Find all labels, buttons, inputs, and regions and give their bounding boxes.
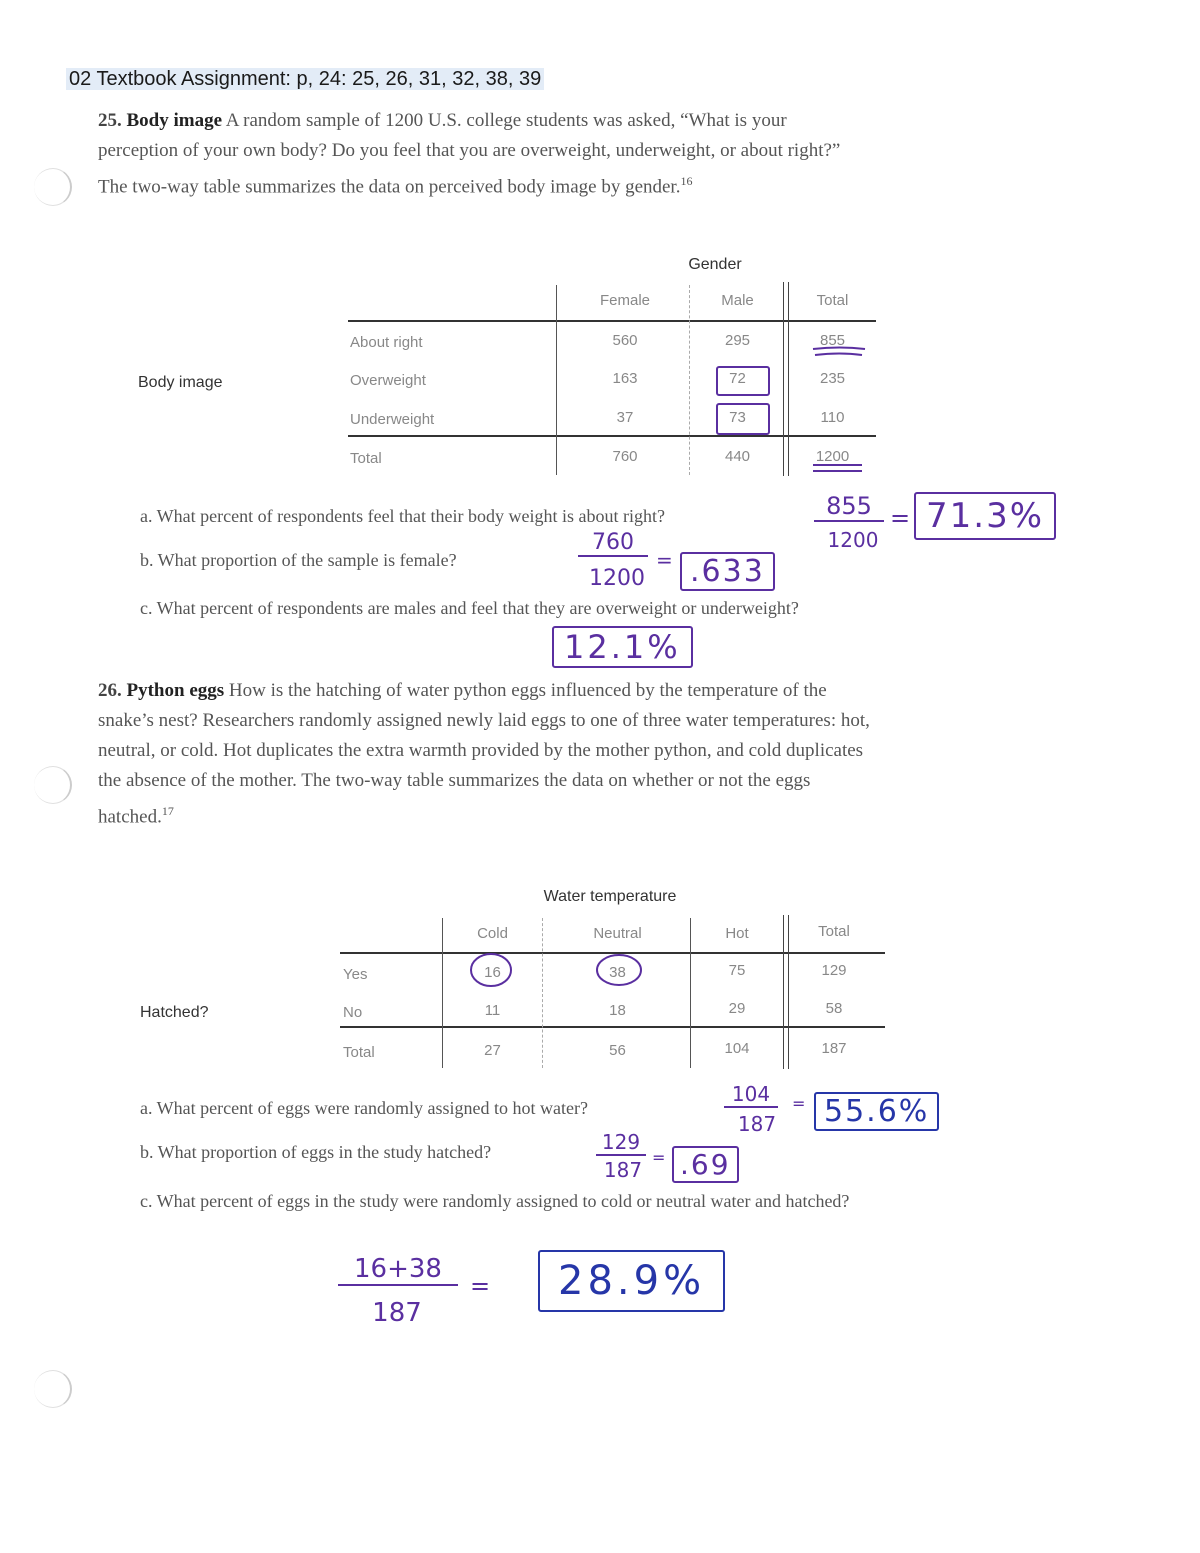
col-header-male: Male bbox=[721, 292, 754, 309]
table-cell: 104 bbox=[724, 1040, 750, 1057]
water-temperature-group-label: Water temperature bbox=[543, 888, 677, 905]
row-label-total: Total bbox=[343, 1044, 375, 1061]
question-25a: a. What percent of respondents feel that their body weight is about right? bbox=[140, 506, 666, 526]
answer-26a-denominator: 187 bbox=[737, 1112, 777, 1136]
row-label-underweight: Underweight bbox=[350, 411, 435, 428]
answer-26b-numerator: 129 bbox=[596, 1130, 646, 1156]
table-cell: 37 bbox=[616, 409, 634, 426]
table-cell: 27 bbox=[484, 1042, 501, 1059]
table-cell: 75 bbox=[728, 962, 746, 979]
problem-26-number: 26. bbox=[98, 680, 122, 701]
answer-25a-result: 71.3% bbox=[914, 492, 1056, 540]
answer-26c-denominator: 187 bbox=[372, 1298, 422, 1328]
punch-hole-middle bbox=[34, 766, 72, 804]
question-26a: a. What percent of eggs were randomly assigned to hot water? bbox=[140, 1098, 589, 1118]
answer-25a-denominator: 1200 bbox=[827, 528, 879, 552]
question-26b: b. What proportion of eggs in the study hatched? bbox=[140, 1142, 492, 1162]
circle-mark-cold-yes bbox=[466, 950, 518, 990]
table-cell: 235 bbox=[819, 370, 846, 387]
col-header-hot: Hot bbox=[725, 925, 749, 942]
answer-25b-denominator: 1200 bbox=[589, 566, 645, 591]
col-header-neutral: Neutral bbox=[593, 925, 642, 942]
row-label-overweight: Overweight bbox=[350, 372, 426, 389]
circle-mark-neutral-yes bbox=[592, 950, 648, 990]
answer-26a-equals: = bbox=[792, 1094, 806, 1113]
table-cell: 110 bbox=[820, 409, 845, 426]
punch-hole-top bbox=[34, 168, 72, 206]
table-cell: 855 bbox=[819, 332, 846, 349]
table-cell: 163 bbox=[612, 370, 638, 387]
question-26c: c. What percent of eggs in the study were randomly assigned to cold or neutral water and hatched? bbox=[140, 1191, 850, 1211]
col-header-female: Female bbox=[599, 292, 651, 309]
table-cell: 187 bbox=[821, 1040, 847, 1057]
answer-25b-numerator: 760 bbox=[578, 530, 648, 557]
answer-26a-result: 55.6% bbox=[814, 1092, 939, 1131]
answer-26b-equals: = bbox=[652, 1148, 666, 1167]
problem-25-footnote: 16 bbox=[680, 174, 693, 188]
problem-26-text bbox=[98, 676, 870, 832]
table-cell: 129 bbox=[821, 962, 847, 979]
underline-1200 bbox=[810, 462, 870, 476]
assignment-title: 02 Textbook Assignment: p, 24: 25, 26, 31, 32, 38, 39 bbox=[66, 68, 544, 90]
answer-26a-numerator: 104 bbox=[724, 1082, 778, 1108]
table-cell: 73 bbox=[729, 409, 746, 426]
table-cell: 16 bbox=[484, 964, 501, 981]
problem-26-footnote: 17 bbox=[161, 804, 174, 818]
answer-26c-result: 28.9% bbox=[538, 1250, 725, 1312]
answer-26b-denominator: 187 bbox=[603, 1158, 643, 1182]
question-25b: b. What proportion of the sample is female? bbox=[140, 550, 457, 570]
table-cell: 58 bbox=[825, 1000, 843, 1017]
table-cell: 11 bbox=[484, 1002, 501, 1019]
question-25c: c. What percent of respondents are males and feel that they are overweight or underweight? bbox=[140, 598, 799, 618]
answer-25b-equals: = bbox=[656, 548, 673, 572]
table-cell: 72 bbox=[729, 370, 746, 387]
answer-26c-numerator: 16+38 bbox=[338, 1254, 458, 1286]
table-cell: 29 bbox=[728, 1000, 746, 1017]
col-header-total: Total bbox=[816, 292, 849, 309]
table-cell: 440 bbox=[724, 448, 751, 465]
col-header-total: Total bbox=[818, 923, 850, 940]
table-cell: 18 bbox=[609, 1002, 626, 1019]
problem-26-body: How is the hatching of water python eggs influenced by the temperature of the snake’s nest? Researchers randomly assigned newly laid eggs to one of three water temperatures: hot, neutral, or cold. Hot duplicates the extra warmth provided by the mother python, and cold duplicates the absence of the mother. The two-way table summarizes the data on whether or not the eggs hatched. bbox=[98, 680, 870, 828]
table-cell: 760 bbox=[612, 448, 638, 465]
problem-25-number: 25. bbox=[98, 110, 122, 131]
box-mark-underweight-male bbox=[716, 403, 770, 435]
body-image-side-label: Body image bbox=[138, 374, 223, 391]
answer-25c-result: 12.1% bbox=[552, 626, 693, 668]
answer-26c-equals: = bbox=[470, 1272, 491, 1300]
gender-group-label: Gender bbox=[688, 256, 742, 273]
problem-25-text bbox=[98, 106, 858, 202]
assignment-header bbox=[66, 68, 544, 91]
table-cell: 1200 bbox=[815, 448, 850, 465]
problem-25-body: A random sample of 1200 U.S. college students was asked, “What is your perception of your own body? Do you feel that you are overweight, underweight, or about right?” The two-way table summarizes the data on perceived body image by gender. bbox=[98, 110, 841, 198]
answer-26b-result: .69 bbox=[672, 1146, 739, 1183]
col-header-cold: Cold bbox=[477, 925, 508, 942]
hatched-side-label: Hatched? bbox=[140, 1004, 209, 1021]
table-cell: 38 bbox=[609, 964, 626, 981]
punch-hole-bottom bbox=[34, 1370, 72, 1408]
table-cell: 295 bbox=[724, 332, 751, 349]
table-cell: 56 bbox=[609, 1042, 626, 1059]
answer-25b-result: .633 bbox=[680, 552, 775, 591]
problem-25-title: Body image bbox=[126, 110, 223, 131]
row-label-total: Total bbox=[350, 450, 382, 467]
answer-25a-numerator: 855 bbox=[814, 492, 884, 522]
row-label-no: No bbox=[343, 1004, 363, 1021]
problem-26-title: Python eggs bbox=[126, 680, 225, 701]
box-mark-overweight-male bbox=[716, 366, 770, 396]
row-label-yes: Yes bbox=[343, 966, 368, 983]
table-cell: 560 bbox=[612, 332, 638, 349]
row-label-about-right: About right bbox=[350, 334, 423, 351]
answer-25a-equals: = bbox=[890, 504, 911, 532]
underline-855 bbox=[810, 345, 870, 359]
